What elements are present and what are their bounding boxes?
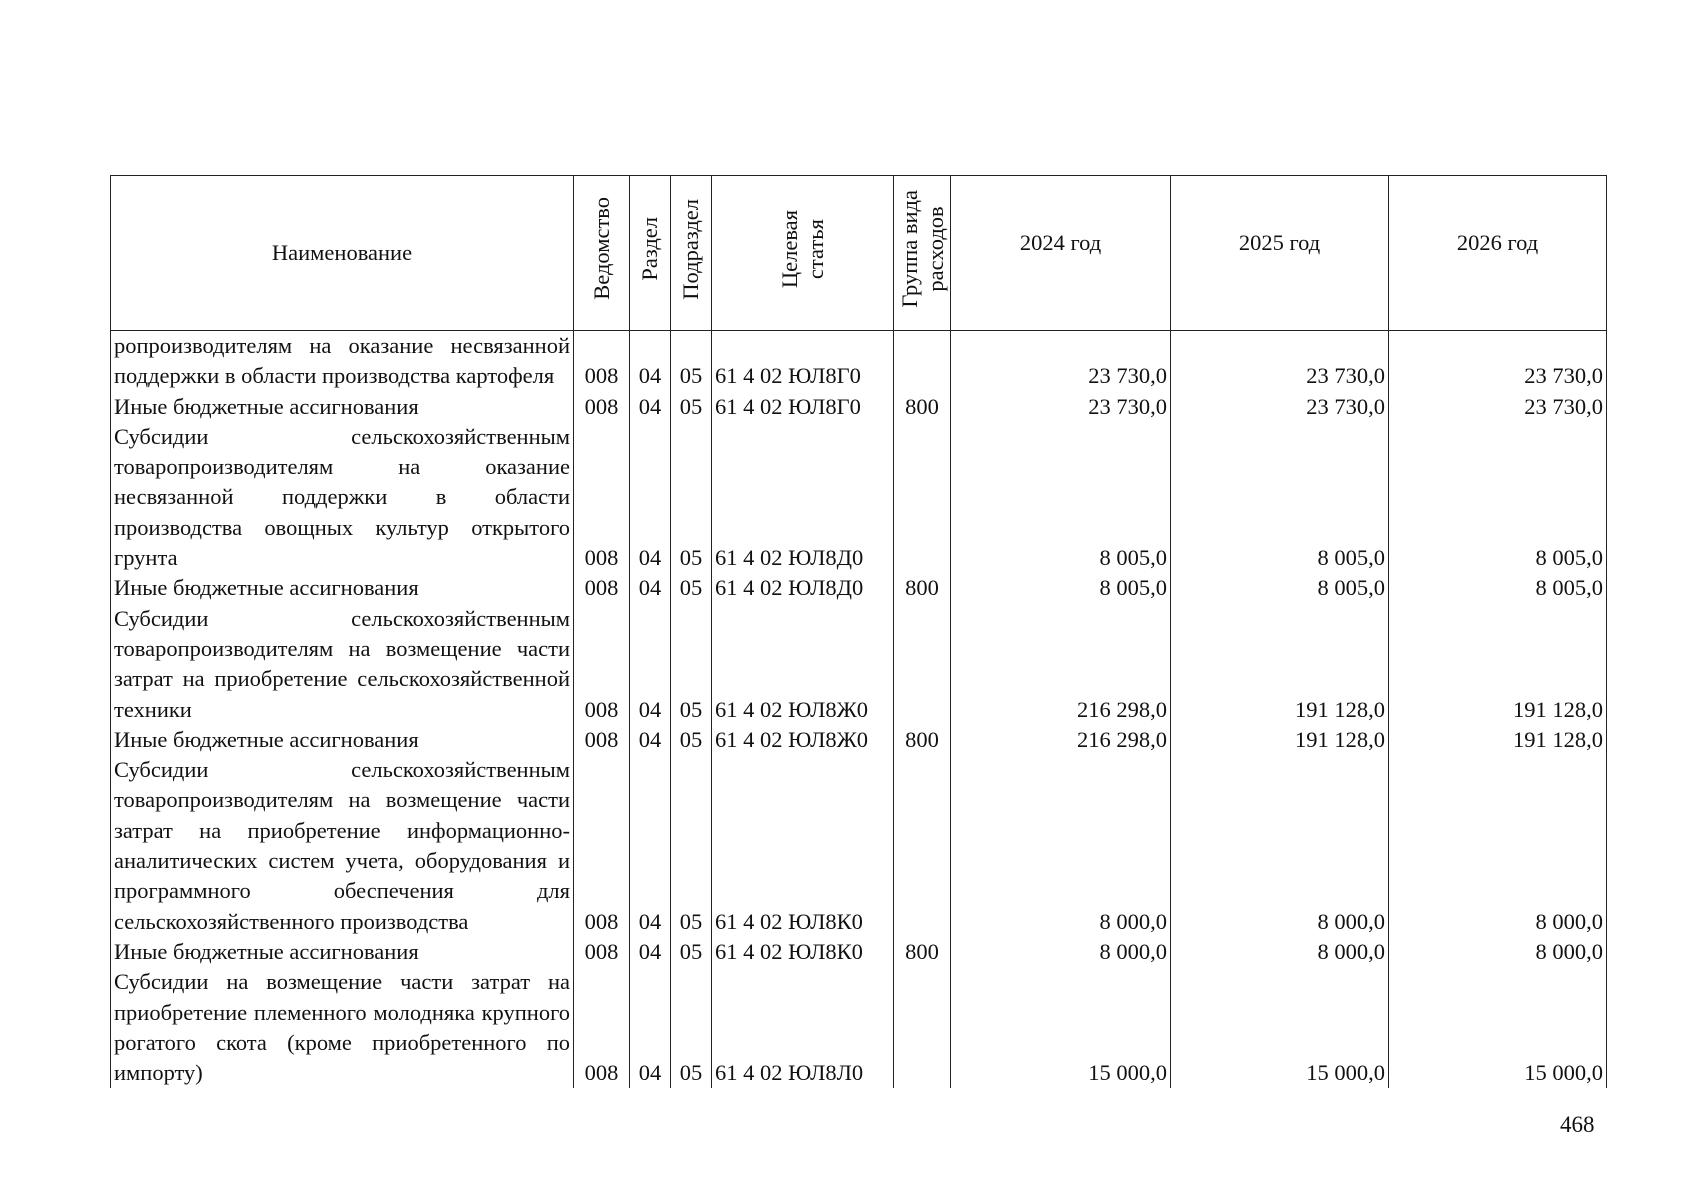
row-podrazdel: 05 (671, 755, 712, 937)
row-podrazdel: 05 (671, 392, 712, 422)
row-podrazdel: 05 (671, 604, 712, 725)
row-razdel: 04 (630, 755, 671, 937)
row-name: ропроизводителям на оказание несвязанной поддержки в области производства картофеля (111, 331, 574, 392)
table-row (111, 755, 1607, 937)
row-2024: 23 730,0 (951, 331, 1171, 392)
row-vedomstvo: 008 (574, 604, 630, 725)
row-2026: 8 000,0 (1389, 755, 1607, 937)
row-2026: 8 005,0 (1389, 422, 1607, 573)
row-razdel: 04 (630, 392, 671, 422)
header-razdel: Раздел (630, 176, 671, 331)
row-vedomstvo: 008 (574, 937, 630, 967)
header-2024: 2024 год (951, 176, 1171, 331)
table-row (111, 967, 1607, 1088)
row-celevaya-statya: 61 4 02 ЮЛ8Д0 (712, 422, 894, 573)
row-2024: 15 000,0 (951, 967, 1171, 1088)
row-podrazdel: 05 (671, 725, 712, 755)
row-razdel: 04 (630, 573, 671, 603)
row-razdel: 04 (630, 967, 671, 1088)
row-name: Иные бюджетные ассигнования (111, 937, 574, 967)
row-celevaya-statya: 61 4 02 ЮЛ8К0 (712, 937, 894, 967)
row-razdel: 04 (630, 422, 671, 573)
row-2025: 8 000,0 (1171, 937, 1389, 967)
row-gruppa (894, 967, 951, 1088)
row-2024: 8 000,0 (951, 755, 1171, 937)
table-row (111, 937, 1607, 967)
row-vedomstvo: 008 (574, 725, 630, 755)
row-2024: 216 298,0 (951, 725, 1171, 755)
row-razdel: 04 (630, 331, 671, 392)
header-gruppa-vida-rashodov: Группа вида расходов (894, 176, 951, 331)
header-podrazdel: Подраздел (671, 176, 712, 331)
row-2025: 8 005,0 (1171, 422, 1389, 573)
row-celevaya-statya: 61 4 02 ЮЛ8Г0 (712, 392, 894, 422)
row-2024: 8 005,0 (951, 573, 1171, 603)
header-2026: 2026 год (1389, 176, 1607, 331)
row-2026: 15 000,0 (1389, 967, 1607, 1088)
row-2025: 191 128,0 (1171, 725, 1389, 755)
row-2026: 8 005,0 (1389, 573, 1607, 603)
row-celevaya-statya: 61 4 02 ЮЛ8Л0 (712, 967, 894, 1088)
row-2026: 23 730,0 (1389, 331, 1607, 392)
table-row (111, 573, 1607, 603)
row-vedomstvo: 008 (574, 422, 630, 573)
row-2025: 15 000,0 (1171, 967, 1389, 1088)
row-name: Субсидии сельскохозяйственным товаропроизводителям на возмещение части затрат на приобретение информационно-аналитических систем учета, оборудования и программного обеспечения для сельскохозяйственного производства (111, 755, 574, 937)
budget-sheet (110, 175, 1607, 1088)
row-name: Субсидии сельскохозяйственным товаропроизводителям на оказание несвязанной поддержки в области производства овощных культур открытого грунта (111, 422, 574, 573)
row-2025: 23 730,0 (1171, 331, 1389, 392)
row-2026: 191 128,0 (1389, 725, 1607, 755)
row-gruppa (894, 604, 951, 725)
row-celevaya-statya: 61 4 02 ЮЛ8Ж0 (712, 725, 894, 755)
row-celevaya-statya: 61 4 02 ЮЛ8К0 (712, 755, 894, 937)
row-name: Субсидии сельскохозяйственным товаропроизводителям на возмещение части затрат на приобретение сельскохозяйственной техники (111, 604, 574, 725)
row-podrazdel: 05 (671, 937, 712, 967)
row-gruppa: 800 (894, 392, 951, 422)
row-vedomstvo: 008 (574, 331, 630, 392)
row-podrazdel: 05 (671, 967, 712, 1088)
row-gruppa (894, 331, 951, 392)
row-2025: 191 128,0 (1171, 604, 1389, 725)
row-vedomstvo: 008 (574, 755, 630, 937)
budget-table (110, 175, 1607, 1088)
row-razdel: 04 (630, 937, 671, 967)
table-row (111, 422, 1607, 573)
page-number: 468 (1560, 1112, 1595, 1137)
table-header-row (111, 176, 1607, 331)
row-2026: 23 730,0 (1389, 392, 1607, 422)
row-celevaya-statya: 61 4 02 ЮЛ8Д0 (712, 573, 894, 603)
table-body (111, 331, 1607, 1089)
row-name: Иные бюджетные ассигнования (111, 725, 574, 755)
row-2024: 23 730,0 (951, 392, 1171, 422)
row-2025: 23 730,0 (1171, 392, 1389, 422)
row-name: Субсидии на возмещение части затрат на приобретение племенного молодняка крупного рогатого скота (кроме приобретенного по импорту) (111, 967, 574, 1088)
row-2026: 8 000,0 (1389, 937, 1607, 967)
row-gruppa (894, 755, 951, 937)
row-2026: 191 128,0 (1389, 604, 1607, 725)
row-gruppa: 800 (894, 573, 951, 603)
row-podrazdel: 05 (671, 422, 712, 573)
row-gruppa: 800 (894, 725, 951, 755)
row-gruppa: 800 (894, 937, 951, 967)
row-podrazdel: 05 (671, 573, 712, 603)
table-row (111, 725, 1607, 755)
row-name: Иные бюджетные ассигнования (111, 573, 574, 603)
row-2024: 8 000,0 (951, 937, 1171, 967)
row-celevaya-statya: 61 4 02 ЮЛ8Ж0 (712, 604, 894, 725)
header-celevaya-statya: Целевая статья (712, 176, 894, 331)
row-2024: 8 005,0 (951, 422, 1171, 573)
table-row (111, 604, 1607, 725)
row-celevaya-statya: 61 4 02 ЮЛ8Г0 (712, 331, 894, 392)
header-name: Наименование (111, 176, 574, 331)
row-vedomstvo: 008 (574, 392, 630, 422)
table-row (111, 331, 1607, 392)
row-vedomstvo: 008 (574, 573, 630, 603)
row-name: Иные бюджетные ассигнования (111, 392, 574, 422)
row-podrazdel: 05 (671, 331, 712, 392)
row-vedomstvo: 008 (574, 967, 630, 1088)
header-vedomstvo: Ведомство (574, 176, 630, 331)
row-2025: 8 000,0 (1171, 755, 1389, 937)
row-razdel: 04 (630, 604, 671, 725)
row-gruppa (894, 422, 951, 573)
table-row (111, 392, 1607, 422)
header-2025: 2025 год (1171, 176, 1389, 331)
row-razdel: 04 (630, 725, 671, 755)
row-2025: 8 005,0 (1171, 573, 1389, 603)
row-2024: 216 298,0 (951, 604, 1171, 725)
